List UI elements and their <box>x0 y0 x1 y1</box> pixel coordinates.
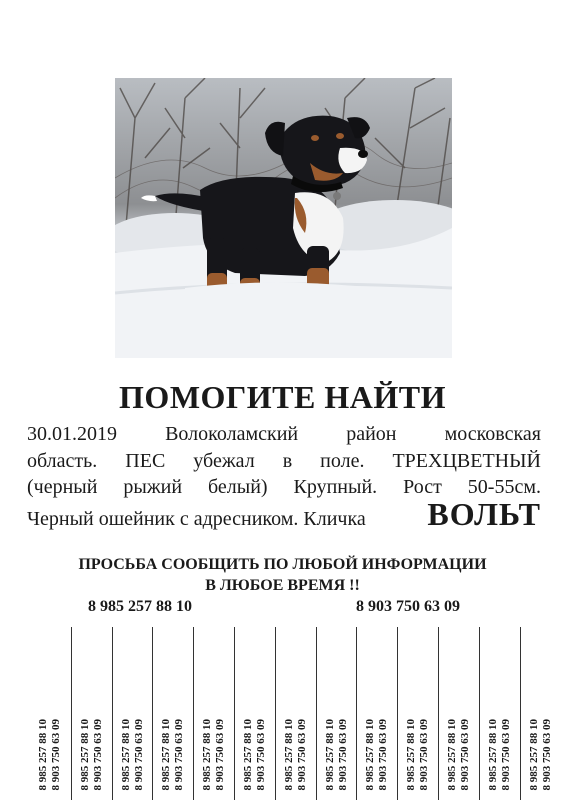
tab-phone-2: 8 903 750 63 09 <box>214 718 227 790</box>
description-line-last <box>27 495 541 533</box>
tab-phone-2: 8 903 750 63 09 <box>540 718 553 790</box>
tear-off-tab <box>112 627 154 800</box>
description-line: 30.01.2019 Волоколамский район московская <box>27 423 541 445</box>
tear-off-tab <box>397 627 439 800</box>
tear-off-tab <box>520 627 562 800</box>
poster-description <box>27 421 541 532</box>
request-line: ПРОСЬБА СООБЩИТЬ ПО ЛЮБОЙ ИНФОРМАЦИИ <box>78 556 487 573</box>
tear-off-tab <box>152 627 194 800</box>
tab-phone-2: 8 903 750 63 09 <box>91 718 104 790</box>
poster-title: ПОМОГИТЕ НАЙТИ <box>119 379 446 415</box>
tab-phone-1: 8 985 257 88 10 <box>78 718 91 790</box>
phone-number-2: 8 903 750 63 09 <box>356 598 460 615</box>
tear-off-tab <box>30 627 71 800</box>
dog-photo-image <box>115 78 452 358</box>
request-line: В ЛЮБОЕ ВРЕМЯ !! <box>205 577 360 594</box>
tab-phone-1: 8 985 257 88 10 <box>527 718 540 790</box>
description-line: Черный ошейник с адресником. Кличка <box>27 507 366 530</box>
tab-phone-2: 8 903 750 63 09 <box>255 718 267 790</box>
tab-phone-1: 8 985 257 88 10 <box>37 718 49 790</box>
tear-off-tab <box>234 627 276 800</box>
tab-phone-1: 8 985 257 88 10 <box>160 718 173 790</box>
tab-phone-1: 8 985 257 88 10 <box>201 718 214 790</box>
tab-phone-2: 8 903 750 63 09 <box>173 718 186 790</box>
tab-phone-1: 8 985 257 88 10 <box>323 718 336 790</box>
description-line: область. ПЕС убежал в поле. ТРЕХЦВЕТНЫЙ <box>27 449 541 472</box>
tab-phone-1: 8 985 257 88 10 <box>282 718 295 790</box>
tear-off-tab <box>71 627 113 800</box>
dog-photo <box>115 78 452 358</box>
tab-phone-1: 8 985 257 88 10 <box>486 718 499 790</box>
tab-phone-1: 8 985 257 88 10 <box>242 718 254 790</box>
tear-off-tab <box>193 627 235 800</box>
tab-phone-1: 8 985 257 88 10 <box>405 718 418 790</box>
tab-phone-2: 8 903 750 63 09 <box>50 718 62 790</box>
tear-off-tab <box>356 627 398 800</box>
description-line: (черный рыжий белый) Крупный. Рост 50-55см. <box>27 476 541 498</box>
tear-off-tab <box>479 627 521 800</box>
tab-phone-2: 8 903 750 63 09 <box>499 718 512 790</box>
tab-phone-1: 8 985 257 88 10 <box>364 718 377 790</box>
dog-name: ВОЛЬТ <box>427 495 541 532</box>
tear-off-tabs <box>0 627 565 800</box>
tab-phone-1: 8 985 257 88 10 <box>119 718 132 790</box>
tear-off-tab <box>316 627 358 800</box>
tab-phone-2: 8 903 750 63 09 <box>418 718 431 790</box>
tab-phone-1: 8 985 257 88 10 <box>446 718 458 790</box>
tear-off-tab <box>438 627 480 800</box>
tab-phone-2: 8 903 750 63 09 <box>377 718 390 790</box>
tear-off-tab <box>275 627 317 800</box>
request-text <box>0 554 565 596</box>
tab-phone-2: 8 903 750 63 09 <box>295 718 308 790</box>
phone-number-1: 8 985 257 88 10 <box>88 598 192 615</box>
tab-phone-2: 8 903 750 63 09 <box>459 718 471 790</box>
tab-phone-2: 8 903 750 63 09 <box>336 718 349 790</box>
tab-phone-2: 8 903 750 63 09 <box>132 718 145 790</box>
